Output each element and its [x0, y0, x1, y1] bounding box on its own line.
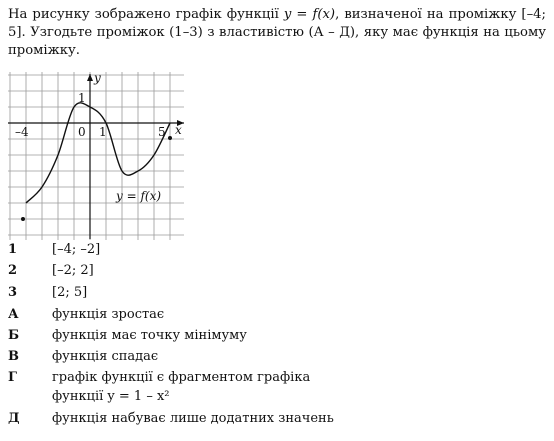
y-tick-1: 1: [78, 91, 86, 105]
curve-start-point: [21, 217, 25, 221]
interval-value: [2; 5]: [52, 285, 88, 300]
x-tick-0: 0: [78, 125, 86, 139]
function-rhs: f(x): [312, 7, 336, 22]
x-tick-1: 1: [99, 125, 107, 139]
y-axis-label: y: [94, 72, 101, 85]
property-value: графік функції є фрагментом графіка: [52, 370, 311, 385]
question-part2: , визначеної на проміжку [–4; 5]. Узгодьте проміжок (1–3) з властивістю (А – Д), яку має функція на цьому проміжку.: [8, 7, 547, 58]
property-value: функція має точку мінімуму: [52, 328, 247, 343]
interval-key: 3: [8, 285, 18, 300]
property-key: Д: [8, 411, 20, 426]
property-value: функція спадає: [52, 349, 159, 364]
interval-value: [–2; 2]: [52, 263, 94, 278]
property-key: В: [8, 349, 19, 364]
equals-sign: =: [291, 7, 313, 22]
x-axis-label: x: [175, 123, 182, 137]
property-value-line2: функції y = 1 – x²: [52, 389, 170, 404]
property-value: функція зростає: [52, 307, 165, 322]
interval-value: [–4; –2]: [52, 242, 101, 257]
question-part1: На рисунку зображено графік функції: [8, 7, 284, 22]
interval-key: 1: [8, 242, 18, 257]
function-graph: [8, 72, 186, 240]
property-key: А: [8, 307, 19, 322]
x-tick-5: 5: [158, 125, 166, 139]
interval-key: 2: [8, 263, 18, 278]
function-lhs: y: [283, 7, 292, 22]
curve-label: y = f(x): [116, 189, 162, 203]
function-curve: [26, 103, 170, 203]
question-text: [8, 6, 546, 60]
curve-end-point: [168, 136, 172, 140]
grid-lines: [8, 72, 184, 240]
x-tick-neg4: –4: [15, 125, 29, 139]
property-key: Г: [8, 370, 17, 385]
property-key: Б: [8, 328, 20, 343]
property-value: функція набуває лише додатних значень: [52, 411, 334, 426]
